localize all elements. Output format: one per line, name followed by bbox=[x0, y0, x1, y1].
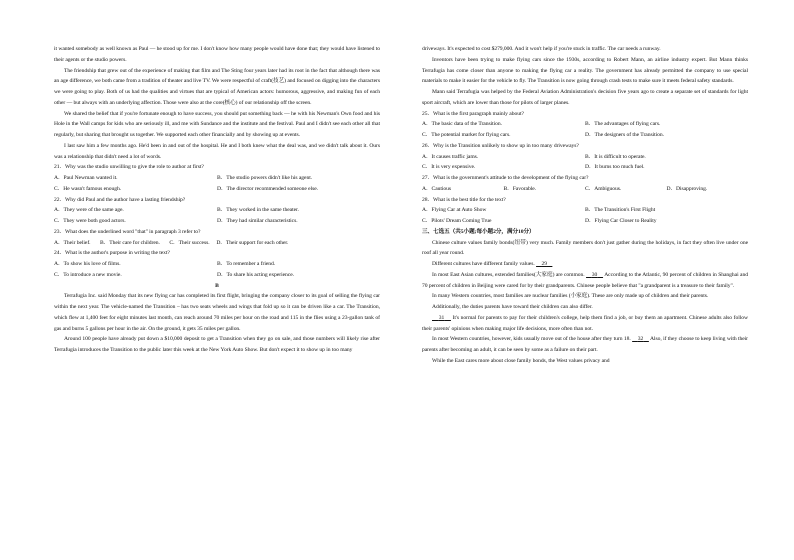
blank-32[interactable]: 32 bbox=[637, 336, 644, 343]
option: A．They were of the same age. bbox=[54, 207, 124, 214]
options-24 bbox=[54, 270, 380, 281]
option: D．It burns too much fuel. bbox=[585, 164, 645, 171]
question-28: 28．What is the best title for the text? bbox=[422, 196, 506, 203]
option: C．To introduce a new movie. bbox=[54, 271, 122, 278]
paragraph: Around 100 people have already put down a $10,000 deposit to get a Transition when they go on sale, and those numbers will likely rise after Terrafugia introduces the Transition to the public later this week at the New York Auto Show. But don't expect it to show up in too many bbox=[54, 336, 380, 353]
option: C．Ambiguous. bbox=[585, 185, 622, 192]
option: A．It causes traffic jams. bbox=[422, 153, 479, 160]
paragraph: In most Western countries, however, kids usually move out of the house after they turn 18. 32 Also, if they choose to keep living with their parents after becoming an adult, it can be seen by some as a failure on their part. bbox=[422, 336, 748, 353]
paragraph: Inventors have been trying to make flying cars since the 1930s, according to Robert Mann, an airline industry expert. But Mann thinks Terrafugia has come closer than anyone to making the flying car a reality. The government has already permitted the company to use special materials to make it easier for the vehicle to fly. The Transition is now going through crash tests to make sure it meets federal safety standards. bbox=[422, 56, 748, 85]
option: D．Disapproving. bbox=[666, 185, 708, 192]
question-21: 21．Why was the studio unwilling to give the role to author at first? bbox=[54, 164, 204, 171]
blank-31[interactable]: 31 bbox=[438, 314, 445, 321]
paragraph: driveways. It's expected to cost $279,000. And it won't help if you're stuck in traffic. The car needs a runway. bbox=[422, 46, 661, 52]
option: B．Favorable. bbox=[503, 185, 536, 192]
option: B．To remember a friend. bbox=[217, 261, 276, 267]
options-25 bbox=[422, 119, 748, 130]
question-24: 24．What is the author's purpose in writing the text? bbox=[54, 250, 170, 257]
question-22: 22．Why did Paul and the author have a lasting friendship? bbox=[54, 196, 186, 203]
options-22 bbox=[54, 216, 380, 227]
option: D．The designers of the Transition. bbox=[585, 132, 664, 138]
question-27: 27．What is the government's attitude to the development of the flying car? bbox=[422, 175, 589, 181]
options-28 bbox=[422, 216, 748, 227]
paragraph: I last saw him a few months ago. He'd been in and out of the hospital. He and I both knew what the deal was, and we didn't talk about it. Ours was a relationship that didn't need a lot of words. bbox=[54, 142, 380, 160]
option: D．They had similar characteristics. bbox=[217, 218, 298, 224]
options-26 bbox=[422, 162, 748, 173]
paragraph: Chinese culture values family bonds(纽带) very much. Family members don't just gather during the holidays, in fact they often live under one roof all year round. bbox=[422, 239, 748, 257]
paragraph: While the East cares more about close family bonds, the West values privacy and bbox=[432, 357, 610, 364]
option: B．They worked in the same theater. bbox=[217, 207, 299, 214]
paragraph: Mann said Terrafugia was helped by the Federal Aviation Administration's decision five years ago to create a separate set of standards for light sport aircraft, which are lower than those for pilots of larger planes. bbox=[422, 89, 748, 106]
options-21 bbox=[54, 184, 380, 195]
options-28 bbox=[422, 205, 748, 216]
question-26: 26．Why is the Transition unlikely to show up in too many driveways? bbox=[422, 142, 579, 149]
question-23: 23．What does the underlined word "that" in paragraph 3 refer to? bbox=[54, 228, 201, 235]
option: D．Flying Car Closer to Reality bbox=[585, 218, 657, 224]
right-column bbox=[422, 44, 748, 367]
paragraph: Additionally, the duties parents have toward their children can also differ. bbox=[432, 304, 593, 310]
paragraph: it wanted somebody as well known as Paul — he stood up for me. I don't know how many people would have done that; they would have listened to their agents or the studio powers. bbox=[54, 46, 380, 63]
paragraph: In most East Asian cultures, extended families(大家庭) are common. 30 According to the Atlantic, 90 percent of children in Shanghai and 70 percent of children in Beijing were cared for by their grandparents. Chinese people believe that "a grandparent is a treasure to their family". bbox=[422, 271, 748, 289]
option: A．Cautious bbox=[422, 185, 452, 192]
option: A．Paul Newman wanted it. bbox=[54, 175, 118, 181]
options-22 bbox=[54, 205, 380, 216]
option: C．He wasn't famous enough. bbox=[54, 185, 122, 192]
option: A．Flying Car at Auto Show bbox=[422, 207, 487, 214]
option: C．The potential market for flying cars. bbox=[422, 132, 511, 138]
options-23 bbox=[54, 238, 380, 249]
option: C．It is very expensive. bbox=[422, 164, 476, 171]
blank-30[interactable]: 30 bbox=[591, 271, 598, 278]
option: D．Their support for each other. bbox=[216, 239, 289, 246]
options-26 bbox=[422, 152, 748, 163]
paragraph: 31 It's normal for parents to pay for their children's college, help them find a job, or buy them an apartment. Chinese adults also follow their parents' opinions when making major life decisions, more often than not. bbox=[422, 314, 748, 332]
option: A．Their belief. bbox=[54, 239, 91, 246]
option: A．To show his love of films. bbox=[54, 261, 121, 267]
section-heading: 三、七选五（共5小题;每小题2分，满分10分） bbox=[422, 228, 535, 235]
option: D．To share his acting experience. bbox=[217, 271, 295, 278]
paragraph: In many Western countries, most families are nuclear families (小家庭). These are only made up of children and their parents. bbox=[432, 293, 709, 300]
paragraph: Different cultures have different family values. 29 bbox=[422, 259, 748, 270]
section-b-heading: B bbox=[215, 282, 219, 289]
paragraph: We shared the belief that if you're fortunate enough to have success, you should put something back — he with his Newman's Own food and his Hole in the Wall camps for kids who are seriously ill, and me with Sundance and the institute and the festival. Paul and I didn't see each other all that regularly, but sharing that brought us together. We supported each other financially and by showing up at events. bbox=[54, 110, 380, 138]
left-column bbox=[54, 44, 380, 356]
options-24 bbox=[54, 259, 380, 270]
option: C．They were both good actors. bbox=[54, 218, 126, 224]
option: C．Their success. bbox=[169, 239, 210, 246]
options-21 bbox=[54, 173, 380, 184]
option: B．The advantages of flying cars. bbox=[585, 121, 661, 128]
option: B．The studio powers didn't like his agent. bbox=[217, 175, 313, 181]
option: D．The director recommended someone else. bbox=[217, 185, 318, 192]
option: C．Pilots' Dream Coming True bbox=[422, 218, 492, 224]
question-25: 25．What is the first paragraph mainly about? bbox=[422, 110, 524, 117]
options-27 bbox=[422, 184, 748, 195]
options-25 bbox=[422, 130, 748, 141]
option: B．It is difficult to operate. bbox=[585, 153, 646, 160]
paragraph: The friendship that grew out of the experience of making that film and The Sting four years later had its root in the fact that although there was an age difference, we both came from a tradition of theater and live TV. We were respectful of craft(技艺) and focused on digging into the characters we were going to play. Both of us had the qualities and virtues that are typical of American actors: humorous, aggressive, and making fun of each other — but always with an underlying affection. Those were also at the core(核心) of our relationship off the screen. bbox=[54, 67, 380, 106]
option: A．The basic data of the Transition. bbox=[422, 121, 502, 128]
blank-29[interactable]: 29 bbox=[541, 261, 547, 267]
option: B．The Transition's First Flight bbox=[585, 207, 656, 214]
paragraph: Terrafugia Inc. said Monday that its new flying car has completed its first flight, bringing the company closer to its goal of selling the flying car within the next year. The vehicle-named the Transition – has two seats wheels and wings that fold up so it can be driven like a car. The Transition, which flew at 1,400 feet for eight minutes last month, can reach around 70 miles per hour on the road and 115 in the flies using a 23-gallon tank of gas and burns 5 gallons per hour in the air. On the ground, it gets 35 miles per gallon. bbox=[54, 293, 380, 332]
option: B．Their care for children. bbox=[99, 239, 160, 246]
